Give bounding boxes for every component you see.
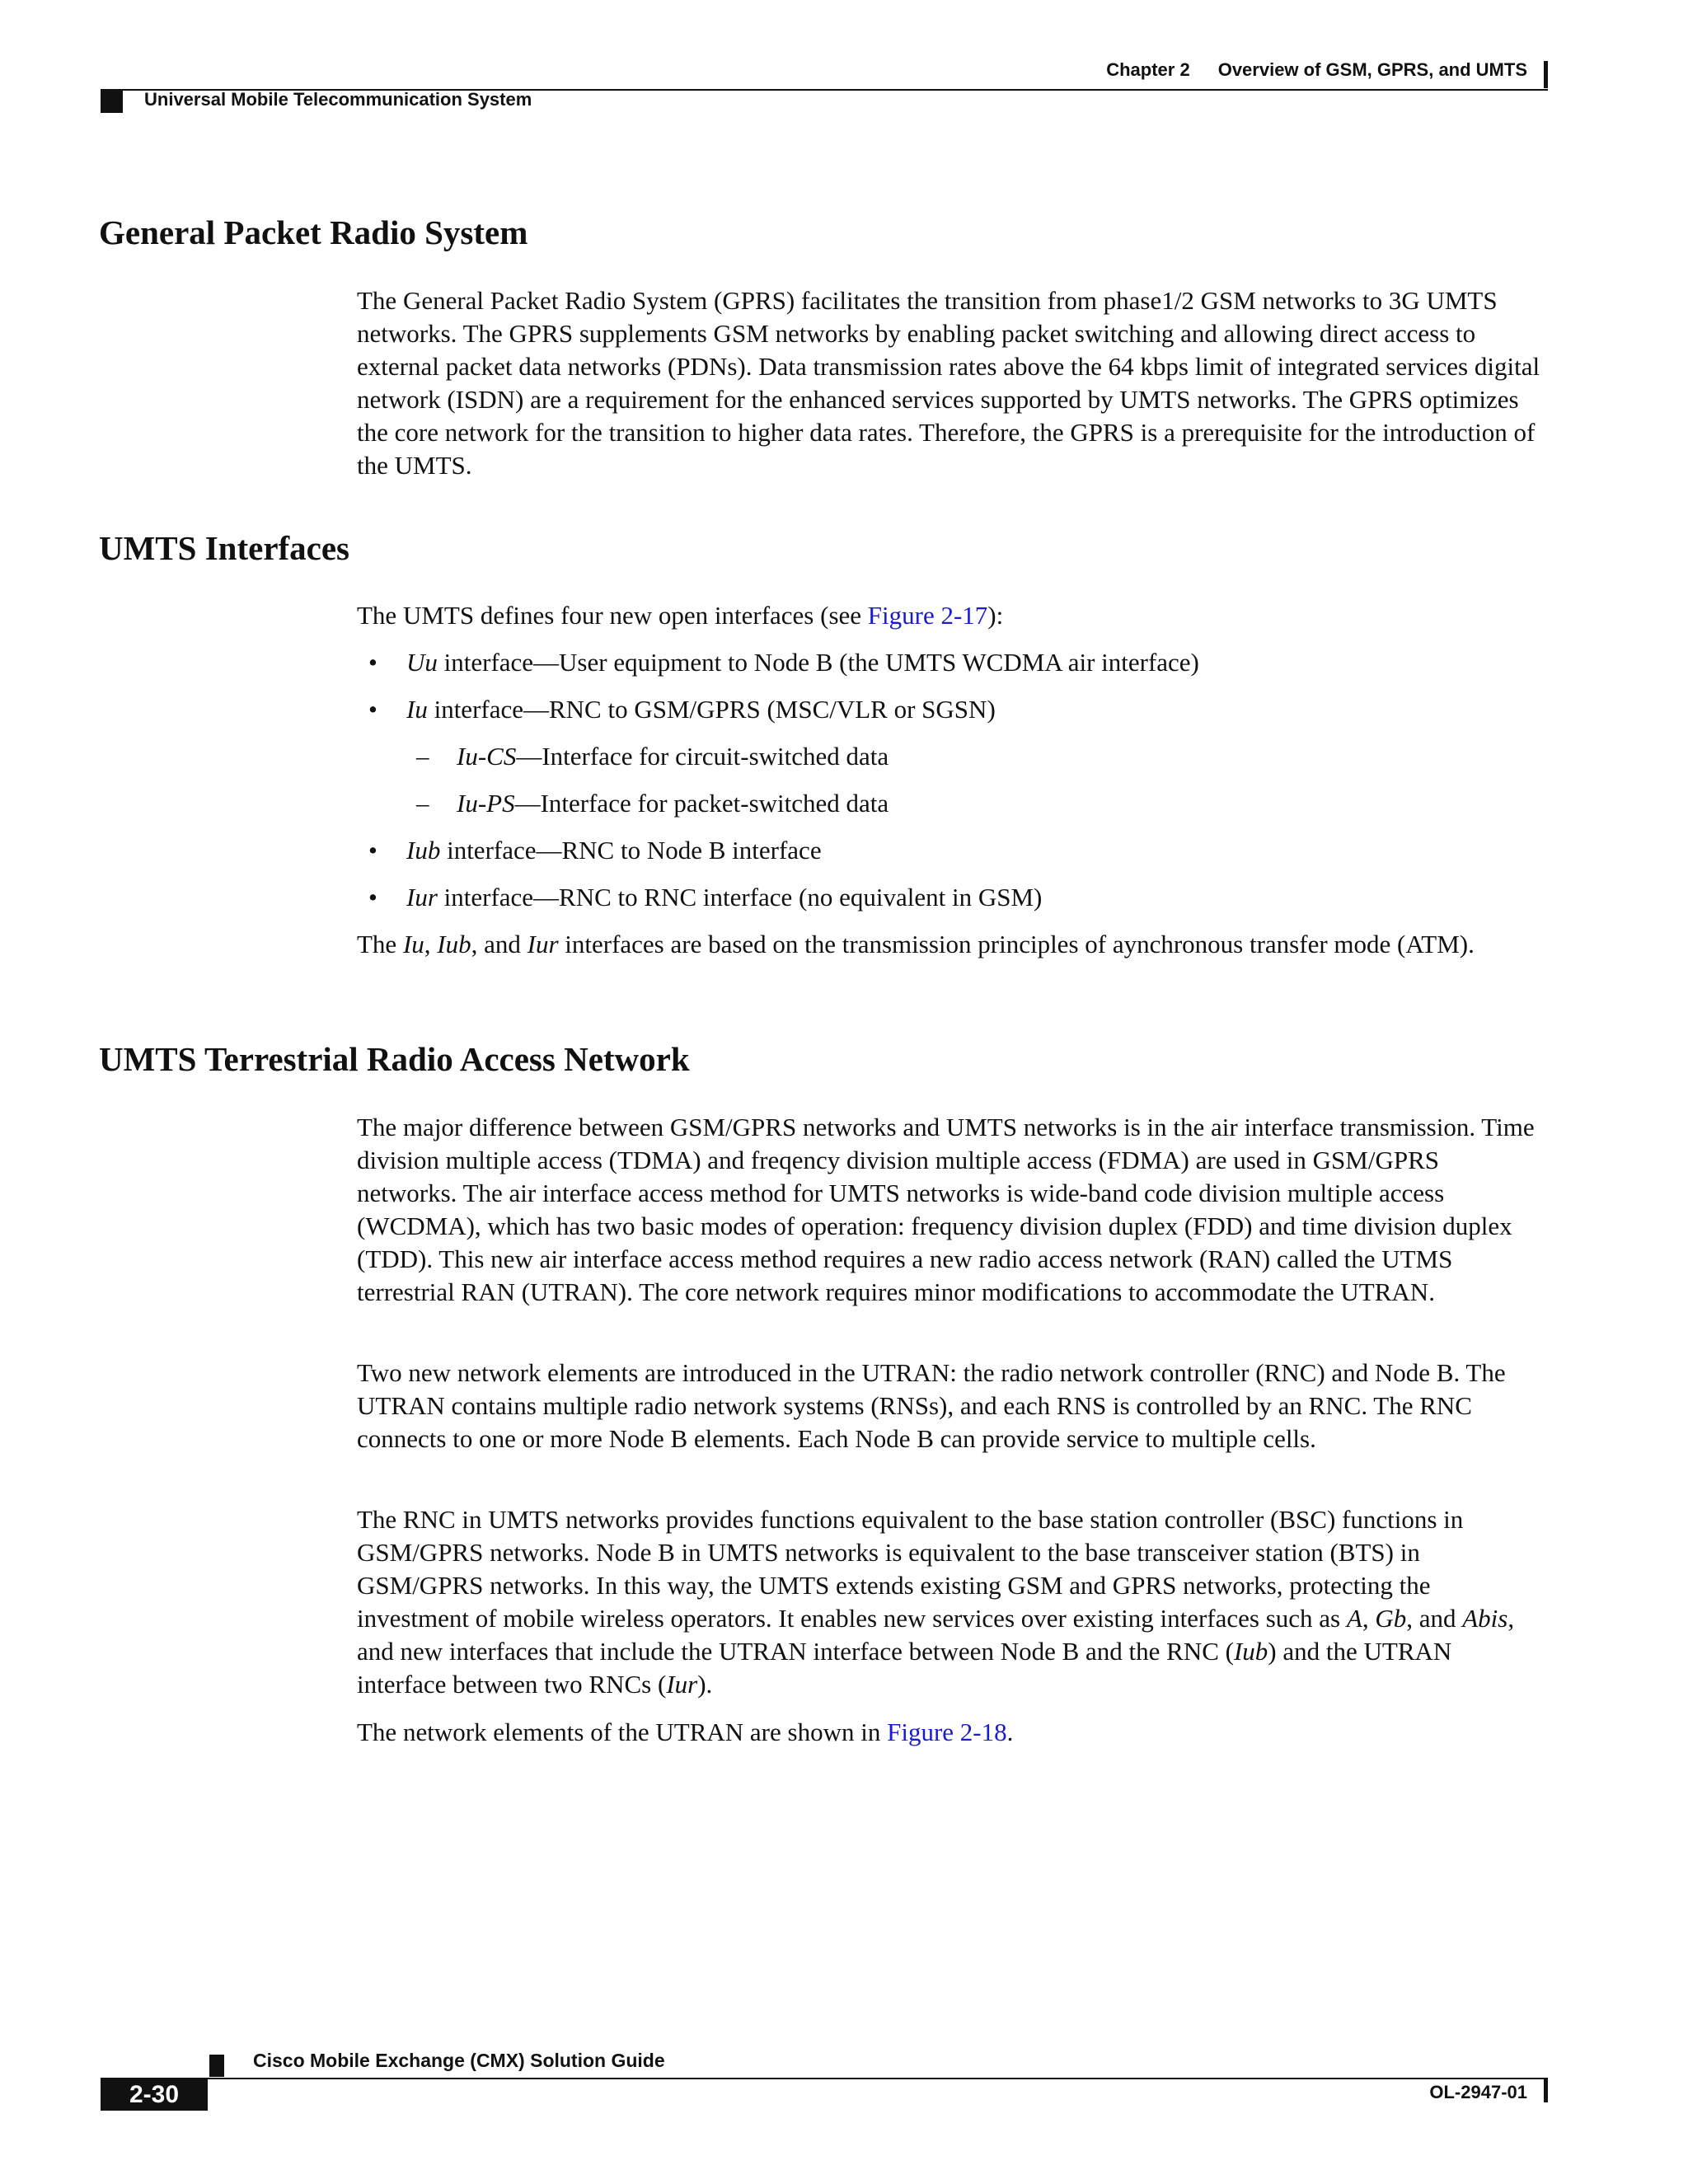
utran-p1: The major difference between GSM/GPRS networks and UMTS networks is in the air interface transmission. Time division multiple access (TDMA) and freqency division multiple access (FDMA) are used in GSM/GPRS networks. The air interface access method for UMTS networks is wide-band code division multiple access (WCDMA), which has two basic modes of operation: frequency division duplex (FDD) and time division duplex (TDD). This new air interface access method requires a new radio access network (RAN) called the UTMS terrestrial RAN (UTRAN). The core network requires minor modifications to accommodate the UTRAN. bbox=[357, 1113, 1535, 1306]
footer-guide-title: Cisco Mobile Exchange (CMX) Solution Guide bbox=[253, 2050, 665, 2071]
list-item-iu bbox=[368, 693, 996, 726]
text-run: , bbox=[1362, 1604, 1376, 1633]
p4-text: The network elements of the UTRAN are shown in bbox=[357, 1718, 888, 1746]
desc-iu-cs: —Interface for circuit-switched data bbox=[516, 742, 889, 771]
term-iu: Iu bbox=[402, 930, 424, 958]
header-square bbox=[101, 91, 123, 113]
heading-utran: UMTS Terrestrial Radio Access Network bbox=[99, 1040, 690, 1078]
paragraph-interfaces-closing bbox=[357, 928, 1544, 961]
paragraph-utran-3 bbox=[357, 1503, 1544, 1701]
paragraph-gprs bbox=[357, 284, 1544, 482]
term-iub: Iub bbox=[437, 930, 471, 958]
term-iur: Iur bbox=[527, 930, 559, 958]
term-iub: Iub bbox=[406, 836, 441, 865]
desc-iu: interface—RNC to GSM/GPRS (MSC/VLR or SGSN) bbox=[427, 695, 996, 724]
desc-iur: interface—RNC to RNC interface (no equivalent in GSM) bbox=[437, 883, 1043, 912]
running-header-chapter bbox=[1106, 59, 1527, 81]
text-run: , bbox=[424, 930, 438, 958]
paragraph-utran-4 bbox=[357, 1716, 1544, 1749]
paragraph-interfaces-intro bbox=[357, 599, 1544, 632]
dash-mark: – bbox=[416, 742, 429, 771]
text-run: , and bbox=[1406, 1604, 1463, 1633]
bullet-mark: • bbox=[368, 648, 377, 677]
term-iu-ps: Iu-PS bbox=[457, 789, 515, 818]
running-header-section: Universal Mobile Telecommunication System bbox=[144, 89, 532, 110]
term-iur: Iur bbox=[406, 883, 438, 912]
list-item-iub bbox=[368, 834, 822, 867]
term-iu: Iu bbox=[406, 695, 428, 724]
heading-gprs: General Packet Radio System bbox=[99, 213, 528, 251]
dash-mark: – bbox=[416, 789, 429, 818]
gprs-body: The General Packet Radio System (GPRS) facilitates the transition from phase1/2 GSM networks to 3G UMTS networks. The GPRS supplements GSM networks by enabling packet switching and allowing direct access to external packet data networks (PDNs). Data transmission rates above the 64 kbps limit of integrated services digital network (ISDN) are a requirement for the enhanced services supported by UMTS networks. The GPRS optimizes the core network for the transition to higher data rates. Therefore, the GPRS is a prerequisite for the introduction of the UMTS. bbox=[357, 286, 1540, 480]
term-abis: Abis bbox=[1462, 1604, 1508, 1633]
text-run: The RNC in UMTS networks provides functions equivalent to the base station controller (BSC) functions in GSM/GPRS networks. Node B in UMTS networks is equivalent to the base transceiver station (BTS) in GSM/GPRS networks. In this way, the UMTS extends existing GSM and GPRS networks, protecting the investment of mobile wireless operators. It enables new services over existing interfaces such as bbox=[357, 1505, 1464, 1633]
list-item-iu-ps bbox=[416, 787, 889, 820]
figure-2-17-link[interactable]: Figure 2-17 bbox=[867, 601, 988, 630]
intro-text: The UMTS defines four new open interfaces (see bbox=[357, 601, 868, 630]
bullet-mark: • bbox=[368, 883, 377, 912]
term-iur: Iur bbox=[666, 1670, 698, 1699]
desc-iu-ps: —Interface for packet-switched data bbox=[514, 789, 889, 818]
figure-2-18-link[interactable]: Figure 2-18 bbox=[887, 1718, 1007, 1746]
page-number-badge: 2-30 bbox=[101, 2079, 208, 2111]
desc-uu: interface—User equipment to Node B (the UMTS WCDMA air interface) bbox=[437, 648, 1199, 677]
text-run: The bbox=[357, 930, 403, 958]
intro-text-end: ): bbox=[987, 601, 1004, 630]
list-item-uu bbox=[368, 646, 1199, 679]
term-uu: Uu bbox=[406, 648, 438, 677]
footer-square bbox=[209, 2055, 224, 2077]
paragraph-utran-1 bbox=[357, 1111, 1544, 1309]
term-gb: Gb bbox=[1375, 1604, 1407, 1633]
text-run: , and new interfaces that include the UTRAN interface between Node B and the RNC ( bbox=[357, 1604, 1515, 1666]
term-iu-cs: Iu-CS bbox=[457, 742, 517, 771]
footer-doc-number: OL-2947-01 bbox=[1429, 2082, 1527, 2102]
term-iub: Iub bbox=[1233, 1637, 1268, 1666]
header-bar bbox=[1544, 61, 1548, 88]
text-run: ) and the UTRAN interface between two RNCs ( bbox=[357, 1637, 1452, 1699]
heading-interfaces: UMTS Interfaces bbox=[99, 529, 350, 567]
footer-bar bbox=[1544, 2079, 1548, 2102]
p4-text-end: . bbox=[1006, 1718, 1014, 1746]
footer-rule bbox=[101, 2078, 1548, 2079]
text-run: ). bbox=[697, 1670, 713, 1699]
paragraph-utran-2 bbox=[357, 1357, 1544, 1455]
chapter-number: Chapter 2 bbox=[1106, 59, 1190, 80]
list-item-iu-cs bbox=[416, 740, 889, 773]
term-a: A bbox=[1346, 1604, 1362, 1633]
bullet-mark: • bbox=[368, 695, 377, 724]
list-item-iur bbox=[368, 881, 1042, 914]
desc-iub: interface—RNC to Node B interface bbox=[440, 836, 822, 865]
chapter-title: Overview of GSM, GPRS, and UMTS bbox=[1217, 59, 1527, 80]
text-run: interfaces are based on the transmission principles of aynchronous transfer mode (ATM). bbox=[558, 930, 1475, 958]
text-run: , and bbox=[471, 930, 528, 958]
utran-p2: Two new network elements are introduced in the UTRAN: the radio network controller (RNC) and Node B. The UTRAN contains multiple radio network systems (RNSs), and each RNS is controlled by an RNC. The RNC connects to one or more Node B elements. Each Node B can provide service to multiple cells. bbox=[357, 1358, 1506, 1453]
bullet-mark: • bbox=[368, 836, 377, 865]
